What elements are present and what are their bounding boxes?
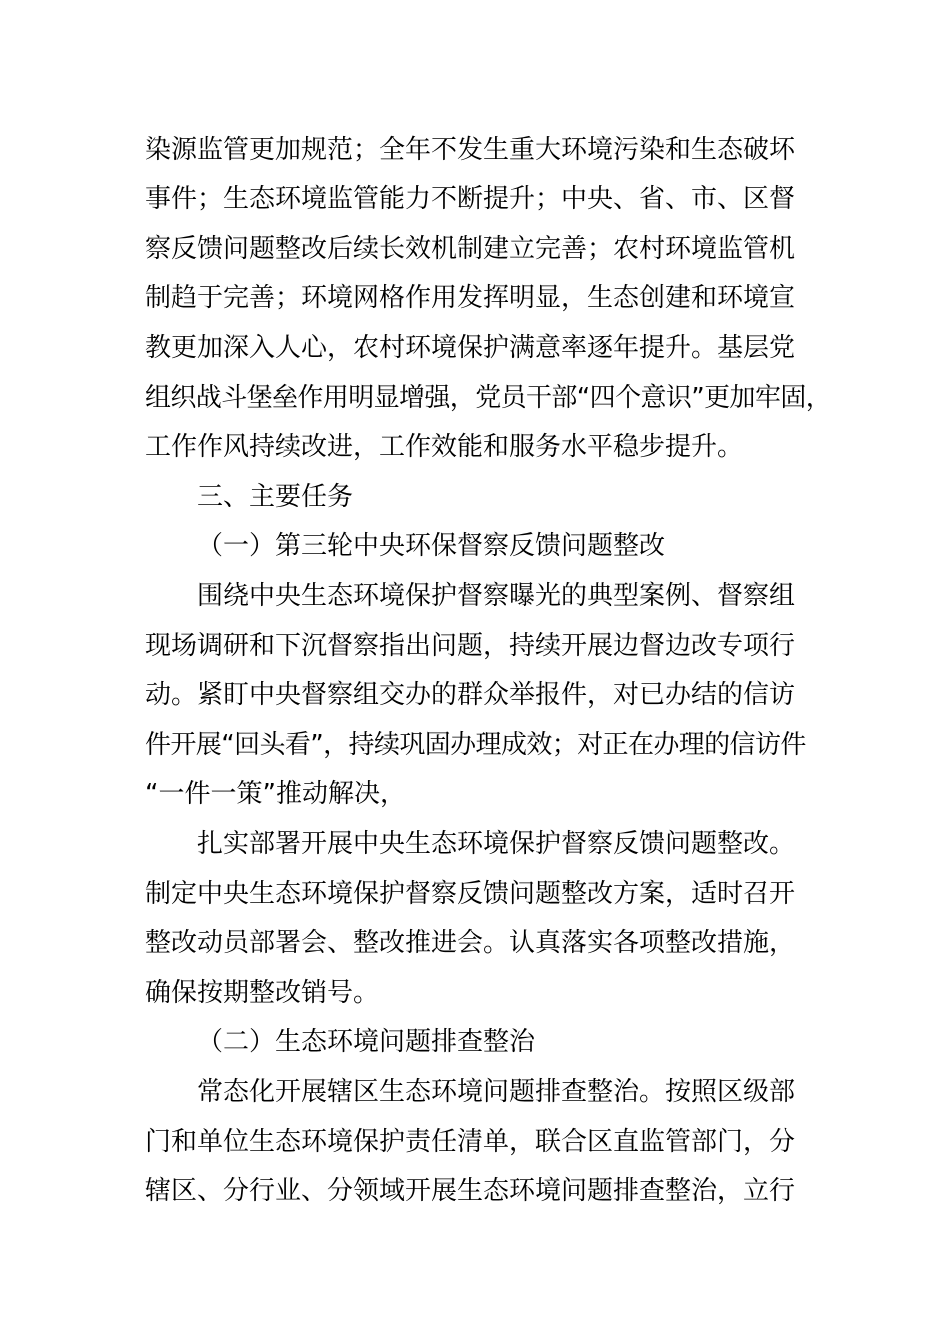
body-text-line: 门和单位生态环境保护责任清单，联合区直监管部门，分 <box>145 1127 796 1157</box>
body-text-line: 制趋于完善；环境网格作用发挥明显，生态创建和环境宣 <box>145 283 796 313</box>
body-text-line: 现场调研和下沉督察指出问题，持续开展边督边改专项行 <box>145 631 796 661</box>
body-text-line: 组织战斗堡垒作用明显增强，党员干部“四个意识”更加牢固， <box>145 383 832 413</box>
body-text-line: 辖区、分行业、分领域开展生态环境问题排查整治，立行 <box>145 1176 796 1206</box>
body-text-line: 常态化开展辖区生态环境问题排查整治。按照区级部 <box>197 1077 796 1107</box>
body-text-line: 扎实部署开展中央生态环境保护督察反馈问题整改。 <box>197 829 796 859</box>
body-text-line: 工作作风持续改进，工作效能和服务水平稳步提升。 <box>145 432 744 462</box>
subsection-heading: （二）生态环境问题排查整治 <box>197 1027 536 1057</box>
body-text-line: 制定中央生态环境保护督察反馈问题整改方案，适时召开 <box>145 879 796 909</box>
section-heading: 三、主要任务 <box>197 482 354 512</box>
subsection-heading: （一）第三轮中央环保督察反馈问题整改 <box>197 531 666 561</box>
body-text-line: 整改动员部署会、整改推进会。认真落实各项整改措施， <box>145 928 796 958</box>
body-text-line: 教更加深入人心，农村环境保护满意率逐年提升。基层党 <box>145 333 796 363</box>
body-text-line: 围绕中央生态环境保护督察曝光的典型案例、督察组 <box>197 581 796 611</box>
body-text-line: 件开展“回头看”，持续巩固办理成效；对正在办理的信访件 <box>145 730 806 760</box>
body-text-line: 确保按期整改销号。 <box>145 978 380 1008</box>
body-text-line: 染源监管更加规范；全年不发生重大环境污染和生态破坏 <box>145 135 796 165</box>
body-text-line: 动。紧盯中央督察组交办的群众举报件，对已办结的信访 <box>145 680 796 710</box>
body-text-line: 事件；生态环境监管能力不断提升；中央、省、市、区督 <box>145 184 796 214</box>
body-text-line: 察反馈问题整改后续长效机制建立完善；农村环境监管机 <box>145 234 796 264</box>
body-text-line: “一件一策”推动解决， <box>145 779 406 809</box>
